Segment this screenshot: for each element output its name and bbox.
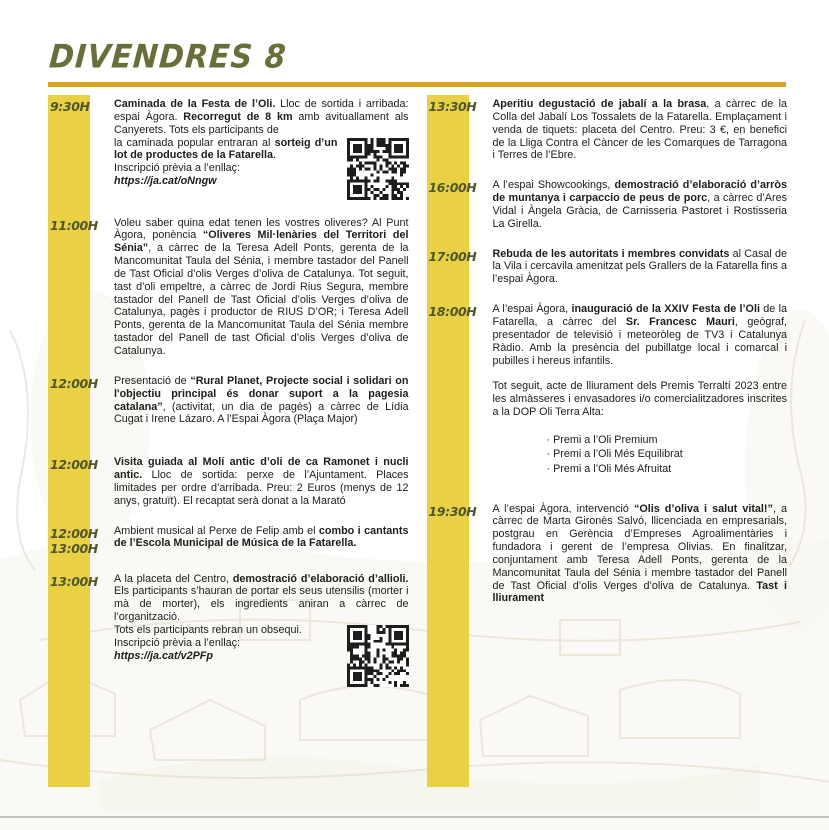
event-row [427,98,788,162]
text-segment: Lloc de sortida i arribada: espai Àgora. [114,98,409,123]
text-segment: demostració d’elaboració d’arròs de muntanya i carpaccio de peus de porc [492,179,787,205]
text-segment: Lloc de sortida: perxe de l’Ajuntament. Places limitades per ordre d’arribada. Preu: 2 Euros (menys de 12 anys, gratuït). El recaptat serà donat a la Marató [114,469,409,507]
event-paragraph [493,179,788,230]
text-segment: Tot seguit, acte de lliurament dels Premis Terraltí 2023 entre les almàsseres i envasadores i/o comercialitzadores inscrites a la DOP Oli Terra Alta: [492,380,787,419]
text-segment: A l’espai Àgora, [492,303,572,316]
event-body [114,573,409,687]
event-body [114,456,409,507]
text-segment: , geògraf, presentador de televisió i meteoròleg de TV3 i Catalunya Ràdio. Amb la presència del pubillatge local i comarcal i pubilles i hereus infantils. [492,315,787,367]
event-body [493,248,788,287]
time-label: 12:00H [50,525,98,541]
text-segment: “Olis d’oliva i salut vital!” [633,502,773,515]
text-segment: Inscripció prèvia a l’enllaç: [114,162,241,175]
page-title: DIVENDRES 8 [47,38,288,77]
event-time [427,98,477,162]
event-row [48,98,409,200]
time-label: 13:30H [428,99,477,114]
text-segment: “Rural Planet, Projecte social i solidari on l'objectiu principal és donar suport a la pagesia catalana” [114,374,409,413]
event-row [48,375,409,426]
time-label: 18:00H [428,304,477,320]
text-segment: Rebuda de les autoritats i membres convidats [492,247,730,260]
time-label: 17:00H [428,248,477,264]
event-row [48,217,409,358]
text-segment: amb avituallament als Canyerets. Tots els participants de [114,110,409,136]
text-segment: Caminada de la Festa de l’Oli. [114,98,276,110]
text-segment: combo i cantants de l’Escola Municipal de Música de la Fatarella. [114,524,409,550]
event-paragraph [114,637,338,650]
text-segment: Sr. Francesc Mauri [625,315,735,328]
event-time [48,375,98,426]
text-segment: A l’espai Àgora, intervenció [492,502,634,515]
event-paragraph [114,98,409,137]
event-body [493,179,788,230]
prize-list-item: · Premi a l’Oli Premium [546,433,658,446]
text-segment: demostració d’elaboració d’allioli. [232,572,409,585]
schedule-columns [48,95,787,787]
schedule-column-left [48,95,409,787]
text-segment: sorteig d’un lot de productes de la Fatarella [114,136,338,162]
text-segment: Els participants s’hauran de portar els seus utensilis (morter i mà de morter), els ingredients aniran a càrrec de l’organització. [114,585,409,624]
time-label: 13:00H [50,573,98,589]
event-time [427,179,477,230]
event-row [427,303,788,476]
text-with-qr [114,624,409,687]
text-segment: , a càrrec de la Colla del Jabalí Los Tossalets de la Fatarella. Emplaçament i venda de tiquets: placeta del Centro. Preu: 3 €, en benefici de la Lliga Contra el Càncer de les Comarques de Tarragona i Terres de l’Ebre. [492,98,787,162]
footer-divider [0,816,829,818]
event-row [427,179,788,230]
event-body [114,525,409,556]
event-paragraph [493,248,788,287]
text-segment: , a càrrec de la Teresa Adell Ponts, gerenta de la Mancomunitat Taula del Sénia, i membre tastador del Panell de Tast Oficial d’olis Verges d’oliva de Catalunya. Tot seguit, tast d’oli empeltre, a càrrec de Jordi Rius Segura, membre tastador del Panell de Tast Oficial d’olis Verges d’oliva de Catalunya, pagès i productor de RIUS D’OR; i Teresa Adell Ponts, gerenta de la Mancomunitat Taula del Sénia membre tastador del Panell de tast Oficial d’olis Verges d’oliva de Catalunya. [114,242,409,357]
text-segment: Aperitiu degustació de jabalí a la brasa [492,98,707,110]
event-paragraph [114,175,338,188]
aside-text [114,137,338,188]
event-row [427,503,788,606]
time-label: 12:00H [50,375,98,391]
event-paragraph [114,525,409,551]
event-time [48,98,90,200]
event-paragraph [114,650,338,663]
prize-list-item: · Premi a l’Oli Més Afruitat [546,463,672,475]
event-paragraph [114,573,409,624]
text-segment: Presentació de [114,374,191,387]
schedule-column-right [427,95,788,787]
text-segment: la caminada popular entraran al [114,136,275,149]
text-segment: Voleu saber quina edat tenen les vostres oliveres? Al Punt Àgora, ponència [114,216,409,242]
text-segment: inauguració de la XXIV Festa de l’Oli [571,303,760,316]
event-paragraph [493,503,788,606]
text-segment: A la placeta del Centro, [114,572,233,585]
event-paragraph [114,456,409,507]
text-segment: “Oliveres Mil·lenàries del Territori del Sénia” [114,229,409,255]
event-time [427,303,477,476]
event-row [48,456,409,507]
event-body [493,98,788,162]
event-time [48,217,98,358]
event-body [114,98,409,200]
text-with-qr [114,137,409,200]
event-time [427,503,477,606]
event-paragraph [114,624,338,637]
qr-code [347,625,409,687]
text-segment: al Casal de la Vila i cercavila amenitzat pels Grallers de la Fatarella fins a l’espai Àgora. [492,247,787,286]
event-time [48,573,98,687]
prize-list [493,433,788,477]
event-paragraph [114,217,409,358]
event-row [48,573,409,687]
time-label: 11:00H [50,217,98,233]
text-segment: , (activitat, un dia de pagès) a càrrec de Lídia Cugat i Irene Lázaro. A l’Espai Àgora (Plaça Major) [114,400,409,426]
text-segment: Tast i lliurament [492,579,787,605]
event-body [114,375,409,426]
text-segment: Inscripció prèvia a l’enllaç: [114,636,241,649]
time-label: 19:30H [428,503,477,519]
event-paragraph [493,98,788,162]
event-row [427,248,788,287]
prize-list-item: · Premi a l’Oli Més Equilibrat [546,448,683,461]
time-label: 12:00H [50,457,98,473]
text-segment: Tots els participants rebran un obsequi. [114,623,302,636]
text-segment: Visita guiada al Molí antic d’oli de ca Ramonet i nucli antic. [114,456,409,482]
event-time [427,248,477,287]
event-paragraph [493,380,788,419]
event-time [48,456,98,507]
aside-text [114,624,338,663]
text-segment: , a càrrec de Marta Gironès Salvó, llicenciada en empresarials, postgrau en Gerència d’Empreses Agroalimentàries i fundadora i gerent de l’empresa Olivias. En finalitzar, conjuntament amb Teresa Adell Ponts, gerenta de la Mancomunitat Taula del Sénia i membre tastador del Panell de Tast Oficial d’olis Verges d’oliva de Catalunya. [492,502,787,592]
event-row [48,525,409,556]
event-paragraph [114,375,409,426]
qr-code [347,138,409,200]
text-segment: A l’espai Showcookings, [492,179,615,192]
event-body [114,217,409,358]
page-header [0,0,829,87]
event-paragraph [114,162,338,175]
event-body [493,503,788,606]
event-paragraph [114,137,338,163]
text-segment: Recorregut de 8 km [183,110,293,123]
time-label: 9:30H [50,99,90,114]
inscription-link[interactable]: https://ja.cat/oNngw [114,175,217,188]
time-label: 13:00H [50,540,98,556]
event-time [48,525,98,556]
text-segment: , a càrrec d’Ares Vidal i Àngela Gràcia, de Carnisseria Pastoret i Rostisseria La Girella. [492,192,787,230]
event-paragraph [493,303,788,367]
inscription-link[interactable]: https://ja.cat/v2PFp [114,649,213,662]
text-segment: . [273,149,276,162]
text-segment: Ambient musical al Perxe de Felip amb el [114,524,319,537]
text-segment: de la Fatarella, a càrrec del [492,303,787,328]
time-label: 16:00H [428,180,477,196]
event-body [493,303,788,476]
title-underline [48,82,786,87]
